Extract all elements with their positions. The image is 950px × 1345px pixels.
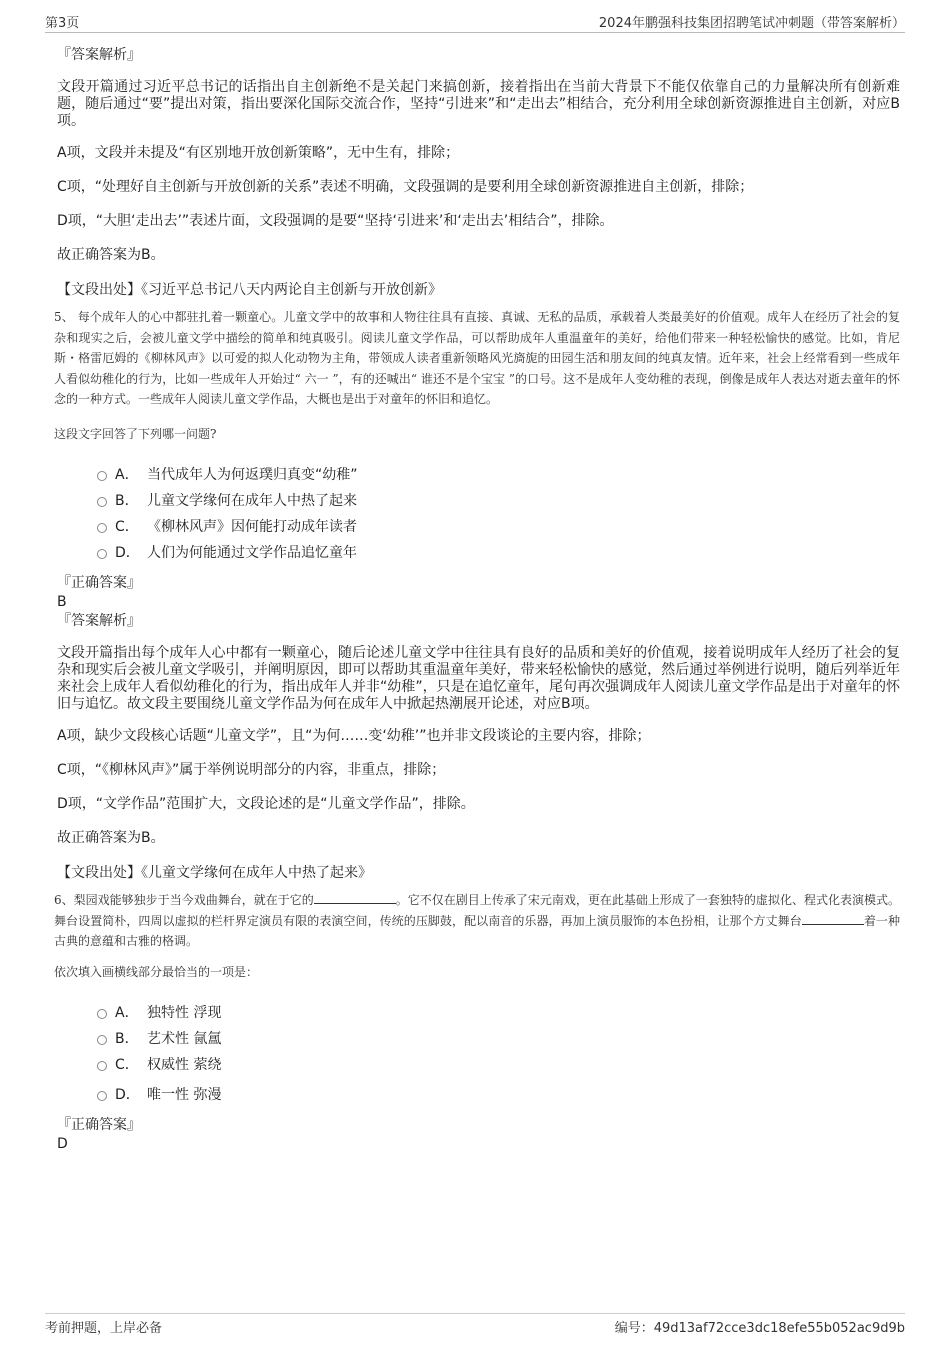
option-c[interactable]: C． 《柳林风声》因何能打动成年读者 — [97, 514, 900, 540]
analysis-text: 文段开篇指出每个成年人心中都有一颗童心，随后论述儿童文学中往往具有良好的品质和美好的价值观，接着说明成年人经历了社会的复杂和现实后会被儿童文学吸引，并阐明原因，即可以帮助其重温童年美好，带来轻松愉快的感觉，然后通过举例进行说明，随后列举近年来社会上成年人看似幼稚化的行为，指出成年人并非“幼稚”，只是在追忆童年，尾句再次强调成年人阅读儿童文学作品是出于对童年的怀旧与追忆。故文段主要围绕儿童文学作品为何在成年人中掀起热潮展开论述，对应B项。 — [57, 645, 900, 712]
radio-icon[interactable] — [97, 523, 107, 533]
analysis-option-d: D项，“文学作品”范围扩大，文段论述的是“儿童文学作品”，排除。 — [57, 796, 475, 812]
question-5-text: 5、 每个成年人的心中都驻扎着一颗童心。儿童文学中的故事和人物往往具有直接、真诚、无私的品质，承载着人类最美好的价值观。成年人在经历了社会的复杂和现实之后，会被儿童文学中描绘的简单和纯真吸引。阅读儿童文学作品，可以帮助成年人重温童年的美好，给他们带来一种轻松愉快的感觉。比如，肯尼斯・格雷厄姆的《柳林风声》以可爱的拟人化动物为主角，带领成人读者重新领略风光旖旎的田园生活和朋友间的纯真友情。近年来，社会上经常看到一些成年人看似幼稚化的行为，比如一些成年人开始过“ 六一 ”，有的还喊出“ 谁还不是个宝宝 ”的口号。这不是成年人变幼稚的表现，倒像是成年人表达对逝去童年的怀念的一种方式。一些成年人阅读儿童文学作品，大概也是出于对童年的怀旧和追忆。 — [54, 310, 900, 406]
option-a[interactable]: A． 当代成年人为何返璞归真变“幼稚” — [97, 462, 900, 488]
question-6-options — [97, 1000, 900, 1108]
radio-icon[interactable] — [97, 1061, 107, 1071]
analysis-option-d: D项，“大胆‘走出去’”表述片面，文段强调的是要“坚持‘引进来’和‘走出去’相结合”，排除。 — [57, 213, 614, 229]
fill-blank-1 — [314, 891, 396, 904]
page-number: 第3页 — [45, 16, 80, 31]
page-header — [45, 12, 905, 33]
answer-value: D — [57, 1136, 68, 1152]
page-footer — [45, 1313, 905, 1336]
radio-icon[interactable] — [97, 1035, 107, 1045]
radio-icon[interactable] — [97, 497, 107, 507]
source-citation: 【文段出处】《儿童文学缘何在成年人中热了起来》 — [57, 865, 372, 881]
footer-slogan: 考前押题，上岸必备 — [45, 1321, 163, 1336]
option-d[interactable]: D． 人们为何能通过文学作品追忆童年 — [97, 540, 900, 566]
question-6-prompt: 依次填入画横线部分最恰当的一项是： — [54, 964, 259, 979]
option-b[interactable]: B． 艺术性 氤氲 — [97, 1026, 900, 1052]
analysis-conclusion: 故正确答案为B。 — [57, 830, 165, 846]
analysis-option-c: C项，“《柳林风声》”属于举例说明部分的内容，非重点，排除； — [57, 762, 446, 778]
analysis-option-c: C项，“处理好自主创新与开放创新的关系”表述不明确，文段强调的是要利用全球创新资源推进自主创新，排除； — [57, 179, 754, 195]
question-5-prompt: 这段文字回答了下列哪一问题? — [54, 426, 217, 441]
option-c[interactable]: C． 权威性 萦绕 — [97, 1052, 900, 1078]
radio-icon[interactable] — [97, 1009, 107, 1019]
document-content — [54, 40, 900, 1154]
analysis-conclusion: 故正确答案为B。 — [57, 247, 165, 263]
source-citation: 【文段出处】《习近平总书记八天内两论自主创新与开放创新》 — [57, 282, 442, 298]
answer-heading: 『正确答案』 — [57, 1117, 141, 1133]
question-5-options — [97, 462, 900, 566]
fill-blank-2 — [802, 912, 864, 925]
document-id: 编号：49d13af72cce3dc18efe55b052ac9d9b — [614, 1321, 905, 1336]
radio-icon[interactable] — [97, 549, 107, 559]
option-d[interactable]: D． 唯一性 弥漫 — [97, 1082, 900, 1108]
question-6-text: 6、梨园戏能够独步于当今戏曲舞台，就在于它的 。它不仅在剧目上传承了宋元南戏，更在此基础上形成了一套独特的虚拟化、程式化表演模式。舞台设置简朴，四周以虚拟的栏杆界定演员有限的表演空间，传统的压脚鼓，配以南音的乐器，再加上演员服饰的本色扮相，让那个方丈舞台 着一种古典的意蕴和古雅的格调。 — [54, 893, 900, 948]
analysis-option-a: A项，缺少文段核心话题“儿童文学”，且“为何……变‘幼稚’”也并非文段谈论的主要内容，排除； — [57, 728, 651, 744]
document-title: 2024年鹏强科技集团招聘笔试冲刺题（带答案解析） — [598, 16, 905, 31]
analysis-text: 文段开篇通过习近平总书记的话指出自主创新绝不是关起门来搞创新，接着指出在当前大背景下不能仅依靠自己的力量解决所有创新难题，随后通过“要”提出对策，指出要深化国际交流合作，坚持“引进来”和“走出去”相结合，充分利用全球创新资源推进自主创新，对应B项。 — [57, 79, 900, 129]
radio-icon[interactable] — [97, 1091, 107, 1101]
answer-value: B — [57, 594, 67, 610]
option-a[interactable]: A． 独特性 浮现 — [97, 1000, 900, 1026]
analysis-option-a: A项，文段并未提及“有区别地开放创新策略”，无中生有，排除； — [57, 145, 460, 161]
answer-heading: 『正确答案』 — [57, 575, 141, 591]
option-b[interactable]: B． 儿童文学缘何在成年人中热了起来 — [97, 488, 900, 514]
analysis-heading: 『答案解析』 — [57, 47, 141, 63]
radio-icon[interactable] — [97, 471, 107, 481]
analysis-heading: 『答案解析』 — [57, 613, 141, 629]
